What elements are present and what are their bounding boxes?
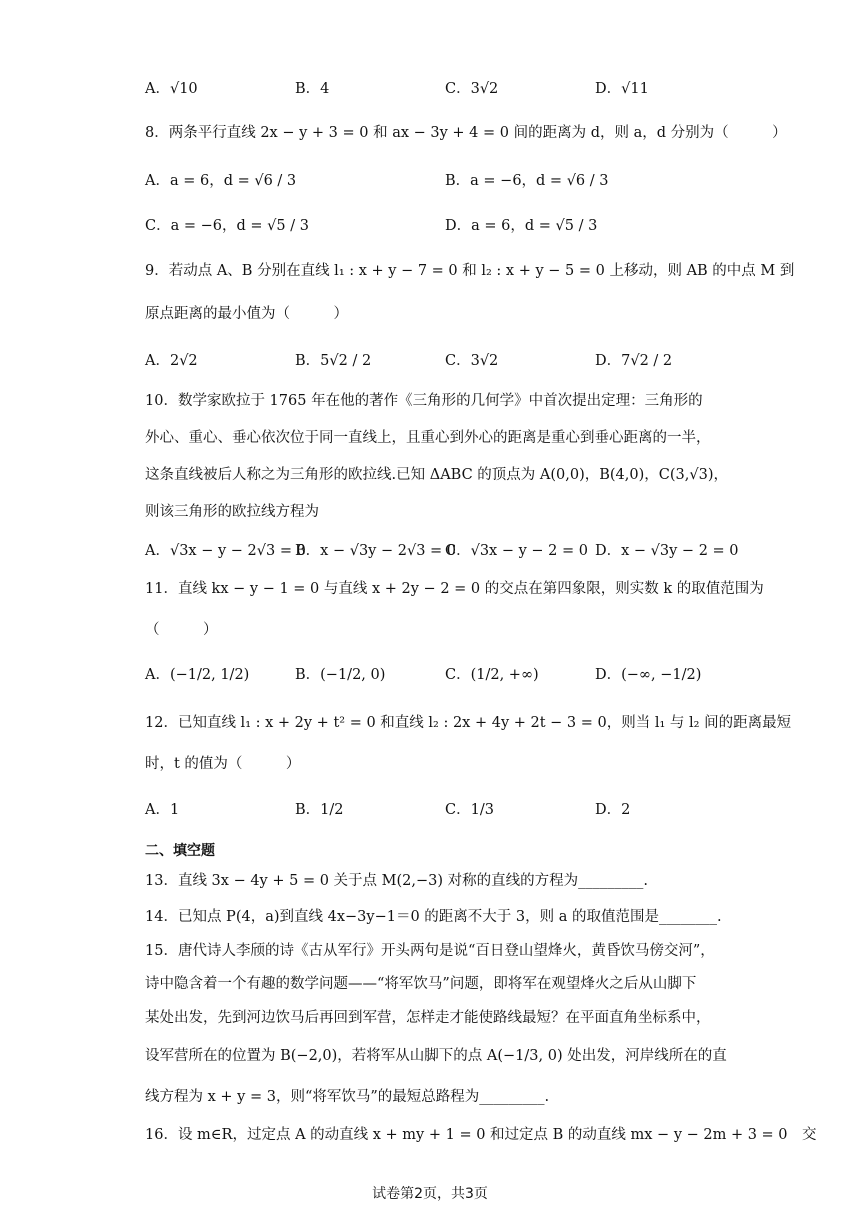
q12-option-a: A．1 <box>145 802 180 818</box>
q10-line3: 这条直线被后人称之为三角形的欧拉线.已知 ΔABC 的顶点为 A(0,0)，B(4,0)，C(3,√3)， <box>145 467 728 483</box>
q9-option-d: D．7√2 / 2 <box>595 353 673 369</box>
q14: 14．已知点 P(4，a)到直线 4x−3y−1＝0 的距离不大于 3，则 a 的取值范围是________. <box>145 909 722 925</box>
page-footer: 试卷第2页，共3页 <box>372 1186 488 1202</box>
q10-line4: 则该三角形的欧拉线方程为 <box>145 504 319 520</box>
q7-option-b: B．4 <box>295 81 330 97</box>
q10-option-c: C．√3x − y − 2 = 0 <box>445 543 588 559</box>
q7-option-c: C．3√2 <box>445 81 499 97</box>
q12-option-b: B．1/2 <box>295 802 344 818</box>
q10-option-a: A．√3x − y − 2√3 = 0 <box>145 543 306 559</box>
q7-option-d: D．√11 <box>595 81 649 97</box>
q8-option-a: A．a = 6，d = √6 / 3 <box>145 173 297 189</box>
q9-option-c: C．3√2 <box>445 353 499 369</box>
q10-line1: 10．数学家欧拉于 1765 年在他的著作《三角形的几何学》中首次提出定理：三角形的 <box>145 393 703 409</box>
q9-option-b: B．5√2 / 2 <box>295 353 372 369</box>
q15-line1: 15．唐代诗人李颀的诗《古从军行》开头两句是说“百日登山望烽火，黄昏饮马傍交河”， <box>145 943 715 959</box>
q15-line5: 线方程为 x + y = 3，则“将军饮马”的最短总路程为_________. <box>145 1089 550 1105</box>
q16: 16．设 m∈R，过定点 A 的动直线 x + my + 1 = 0 和过定点 B 的动直线 mx − y − 2m + 3 = 0 交 <box>145 1127 817 1143</box>
q10-option-b: B．x − √3y − 2√3 = 0 <box>295 543 457 559</box>
q15-line2: 诗中隐含着一个有趣的数学问题——“将军饮马”问题，即将军在观望烽火之后从山脚下 <box>145 976 697 992</box>
q8-option-b: B．a = −6，d = √6 / 3 <box>445 173 609 189</box>
q8-option-d: D．a = 6，d = √5 / 3 <box>445 218 598 234</box>
q12-line1: 12．已知直线 l₁ : x + 2y + t² = 0 和直线 l₂ : 2x + 4y + 2t − 3 = 0，则当 l₁ 与 l₂ 间的距离最短 <box>145 715 792 731</box>
q10-option-d: D．x − √3y − 2 = 0 <box>595 543 739 559</box>
q8-option-c: C．a = −6，d = √5 / 3 <box>145 218 309 234</box>
q11-line1: 11．直线 kx − y − 1 = 0 与直线 x + 2y − 2 = 0 的交点在第四象限，则实数 k 的取值范围为 <box>145 581 764 597</box>
q10-line2: 外心、重心、垂心依次位于同一直线上，且重心到外心的距离是重心到垂心距离的一半， <box>145 430 711 446</box>
q8-stem: 8．两条平行直线 2x − y + 3 = 0 和 ax − 3y + 4 = 0 间的距离为 d，则 a，d 分别为（ ） <box>145 125 787 141</box>
q15-line3: 某处出发，先到河边饮马后再回到军营，怎样走才能使路线最短？在平面直角坐标系中， <box>145 1010 711 1026</box>
q9-stem-line2: 原点距离的最小值为（ ） <box>145 306 348 322</box>
q12-option-c: C．1/3 <box>445 802 494 818</box>
q15-line4: 设军营所在的位置为 B(−2,0)，若将军从山脚下的点 A(−1/3, 0) 处出发，河岸线所在的直 <box>145 1048 727 1064</box>
q11-option-b: B．(−1/2, 0) <box>295 667 386 683</box>
q12-option-d: D．2 <box>595 802 631 818</box>
q9-option-a: A．2√2 <box>145 353 198 369</box>
q12-line2: 时，t 的值为（ ） <box>145 756 301 772</box>
q11-line2: （ ） <box>145 622 218 638</box>
section-heading: 二、填空题 <box>145 843 215 859</box>
q11-option-c: C．(1/2, +∞) <box>445 667 539 683</box>
q11-option-d: D．(−∞, −1/2) <box>595 667 702 683</box>
q13: 13．直线 3x − 4y + 5 = 0 关于点 M(2,−3) 对称的直线的方程为_________. <box>145 873 648 889</box>
q7-option-a: A．√10 <box>145 81 198 97</box>
q9-stem-line1: 9．若动点 A、B 分别在直线 l₁ : x + y − 7 = 0 和 l₂ : x + y − 5 = 0 上移动，则 AB 的中点 M 到 <box>145 263 795 279</box>
q11-option-a: A．(−1/2, 1/2) <box>145 667 250 683</box>
